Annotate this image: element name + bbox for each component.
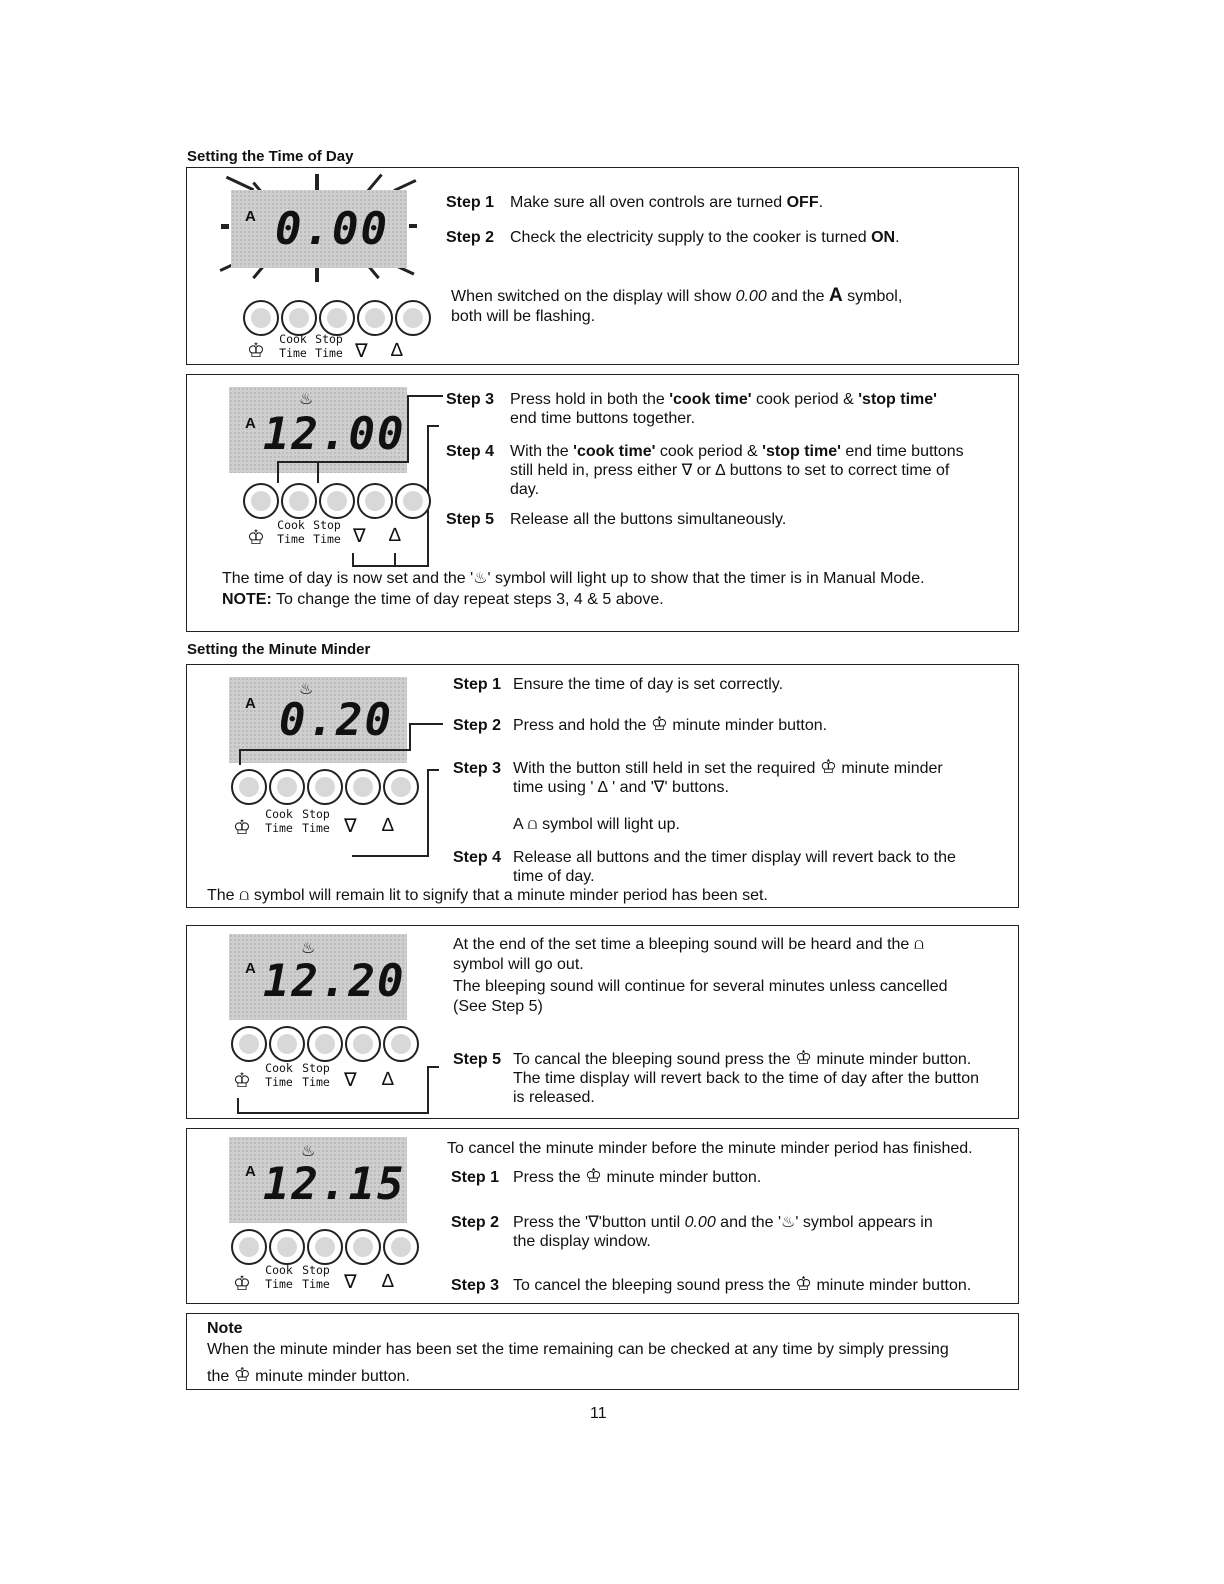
- connector-line: [409, 723, 411, 751]
- up-arrow-icon: ∆: [389, 525, 401, 546]
- stop-time-knob[interactable]: [319, 300, 355, 336]
- step-5: Step 5 Release all the buttons simultaneously.: [446, 511, 787, 528]
- minute-minder-knob[interactable]: [243, 483, 279, 519]
- cook-time-knob[interactable]: [269, 1229, 305, 1265]
- cook-time-knob[interactable]: [281, 300, 317, 336]
- connector-line: [317, 461, 319, 483]
- manual-mode-note: The time of day is now set and the '♨' symbol will light up to show that the timer is in Manual Mode.: [222, 570, 925, 587]
- minute-minder-icon: ♔: [233, 1070, 251, 1092]
- auto-symbol: A: [245, 208, 256, 225]
- down-arrow-icon: ∇: [344, 1070, 357, 1091]
- down-knob[interactable]: [357, 483, 393, 519]
- minute-minder-knob[interactable]: [243, 300, 279, 336]
- note-title: Note: [207, 1320, 243, 1337]
- up-arrow-icon: ∆: [382, 1069, 394, 1090]
- flash-ray: [409, 224, 417, 228]
- cook-time-label: Cook Time: [265, 1061, 293, 1089]
- up-knob[interactable]: [395, 483, 431, 519]
- step-3: Step 3 To cancel the bleeping sound press the ♔ minute minder button.: [451, 1274, 972, 1295]
- connector-line: [277, 461, 279, 483]
- auto-symbol: A: [245, 960, 256, 977]
- auto-symbol: A: [245, 695, 256, 712]
- minute-minder-icon: ♔: [794, 1048, 813, 1069]
- panel-cancel-minder: [186, 1128, 1019, 1304]
- down-arrow-icon: ∇: [344, 816, 357, 837]
- connector-line: [237, 1112, 429, 1114]
- up-knob[interactable]: [395, 300, 431, 336]
- step-1: Step 1 Press the ♔ minute minder button.: [451, 1166, 762, 1187]
- stop-time-label: Stop Time: [302, 1061, 330, 1089]
- repeat-steps-note: NOTE: To change the time of day repeat steps 3, 4 & 5 above.: [222, 591, 664, 608]
- minute-minder-icon: ♔: [650, 714, 668, 735]
- down-knob[interactable]: [345, 1026, 381, 1062]
- down-arrow-icon: ∇: [355, 341, 368, 362]
- connector-line: [427, 1066, 429, 1114]
- step-2: Step 2 Press and hold the ♔ minute minder button.: [453, 714, 828, 735]
- connector-line: [407, 395, 409, 463]
- down-arrow-icon: ∇: [353, 526, 366, 547]
- minute-minder-icon: ♔: [247, 527, 265, 549]
- minute-minder-icon: ♔: [233, 1273, 251, 1295]
- minute-minder-icon: ♔: [794, 1274, 813, 1295]
- down-arrow-icon: ∇: [344, 1272, 357, 1293]
- minute-minder-icon: ♔: [233, 1365, 251, 1386]
- connector-line: [239, 749, 409, 751]
- panel-set-minute-minder: [186, 664, 1019, 908]
- section-heading-time-of-day: Setting the Time of Day: [187, 148, 354, 165]
- connector-line: [427, 769, 439, 771]
- auto-symbol: A: [245, 1163, 256, 1180]
- cook-time-label: Cook Time: [265, 1263, 293, 1291]
- connector-line: [277, 461, 407, 463]
- up-arrow-icon: ∆: [382, 1271, 394, 1292]
- panel-time-of-day-initial: [186, 167, 1019, 365]
- manual-mode-icon: ♨: [301, 940, 316, 957]
- manual-mode-icon: ♨: [301, 1143, 316, 1160]
- step-1: Step 1 Ensure the time of day is set correctly.: [453, 676, 784, 693]
- cook-time-knob[interactable]: [281, 483, 317, 519]
- minute-minder-knob[interactable]: [231, 769, 267, 805]
- connector-line: [352, 553, 354, 567]
- step-5: Step 5 To cancal the bleeping sound press the ♔ minute minder button. The time display will revert back to the time of day after the button is released.: [453, 1048, 979, 1106]
- connector-line: [352, 565, 429, 567]
- step-4: Step 4 With the 'cook time' cook period & 'stop time' end time buttons still held in, press either ∇ or ∆ buttons to set to correct time of day.: [446, 443, 964, 498]
- display-digits: 0.00: [275, 204, 389, 255]
- page-number: 11: [590, 1405, 607, 1422]
- connector-line: [237, 1098, 239, 1114]
- up-knob[interactable]: [383, 1026, 419, 1062]
- down-knob[interactable]: [357, 300, 393, 336]
- cook-time-label: Cook Time: [277, 518, 305, 546]
- up-knob[interactable]: [383, 1229, 419, 1265]
- up-knob[interactable]: [383, 769, 419, 805]
- step-2: Step 2 Check the electricity supply to the cooker is turned ON.: [446, 229, 900, 246]
- display-digits: 0.20: [279, 695, 393, 746]
- timer-display: [229, 1137, 407, 1223]
- section-heading-minute-minder: Setting the Minute Minder: [187, 641, 371, 658]
- display-digits: 12.00: [263, 409, 406, 460]
- cook-time-label: Cook Time: [265, 807, 293, 835]
- up-arrow-icon: ∆: [382, 815, 394, 836]
- step-1: Step 1 Make sure all oven controls are turned OFF.: [446, 194, 824, 211]
- auto-symbol: A: [245, 415, 256, 432]
- step-4: Step 4 Release all buttons and the timer display will revert back to the time of day.: [453, 849, 956, 885]
- power-on-note: When switched on the display will show 0.00 and the A symbol, both will be flashing.: [451, 285, 903, 325]
- manual-mode-icon: ♨: [299, 391, 314, 408]
- bell-symbol-note: A ⩍ symbol will light up.: [513, 816, 680, 833]
- panel-time-of-day-set: [186, 374, 1019, 632]
- panel-minder-expired: [186, 925, 1019, 1119]
- minute-minder-icon: ♔: [585, 1166, 603, 1187]
- minute-minder-icon: ♔: [247, 340, 265, 362]
- connector-line: [427, 1066, 439, 1068]
- stop-time-label: Stop Time: [315, 332, 343, 360]
- display-digits: 12.15: [263, 1159, 406, 1210]
- display-digits: 12.20: [263, 956, 406, 1007]
- note-box: [186, 1313, 1019, 1390]
- stop-time-knob[interactable]: [319, 483, 355, 519]
- connector-line: [409, 723, 443, 725]
- note-line-2: the ♔ minute minder button.: [207, 1365, 410, 1386]
- stop-time-knob[interactable]: [307, 769, 343, 805]
- flash-ray: [315, 268, 319, 282]
- cook-time-knob[interactable]: [269, 1026, 305, 1062]
- stop-time-label: Stop Time: [302, 807, 330, 835]
- minute-minder-icon: ♔: [233, 817, 251, 839]
- cook-time-label: Cook Time: [279, 332, 307, 360]
- down-knob[interactable]: [345, 769, 381, 805]
- connector-line: [407, 395, 443, 397]
- connector-line: [394, 553, 396, 567]
- stop-time-label: Stop Time: [302, 1263, 330, 1291]
- stop-time-knob[interactable]: [307, 1026, 343, 1062]
- stop-time-label: Stop Time: [313, 518, 341, 546]
- connector-line: [352, 855, 429, 857]
- note-line-1: When the minute minder has been set the time remaining can be checked at any time by simply pressing: [207, 1341, 949, 1358]
- step-3: Step 3 Press hold in both the 'cook time' cook period & 'stop time' end time buttons together.: [446, 391, 937, 427]
- connector-line: [427, 769, 429, 857]
- cancel-intro: To cancel the minute minder before the minute minder period has finished.: [447, 1140, 973, 1157]
- down-knob[interactable]: [345, 1229, 381, 1265]
- flash-ray: [226, 176, 254, 191]
- timer-display: [231, 190, 407, 268]
- connector-line: [427, 425, 439, 427]
- flash-ray: [315, 174, 319, 190]
- step-3: Step 3 With the button still held in set the required ♔ minute minder time using ' ∆ ' and '∇' buttons.: [453, 757, 943, 796]
- step-2: Step 2 Press the '∇'button until 0.00 and the '♨' symbol appears in the display window.: [451, 1214, 933, 1250]
- flash-ray: [221, 224, 229, 229]
- cook-time-knob[interactable]: [269, 769, 305, 805]
- minute-minder-knob[interactable]: [231, 1026, 267, 1062]
- expiry-note: At the end of the set time a bleeping sound will be heard and the ⩍ symbol will go out.: [453, 936, 925, 973]
- minute-minder-knob[interactable]: [231, 1229, 267, 1265]
- up-arrow-icon: ∆: [391, 340, 403, 361]
- minute-minder-icon: ♔: [819, 757, 837, 778]
- manual-mode-icon: ♨: [299, 681, 314, 698]
- minder-set-note: The ⩍ symbol will remain lit to signify that a minute minder period has been set.: [207, 887, 768, 904]
- stop-time-knob[interactable]: [307, 1229, 343, 1265]
- connector-line: [239, 749, 241, 765]
- bleep-note: The bleeping sound will continue for several minutes unless cancelled (See Step 5): [453, 978, 948, 1015]
- timer-display: [229, 934, 407, 1020]
